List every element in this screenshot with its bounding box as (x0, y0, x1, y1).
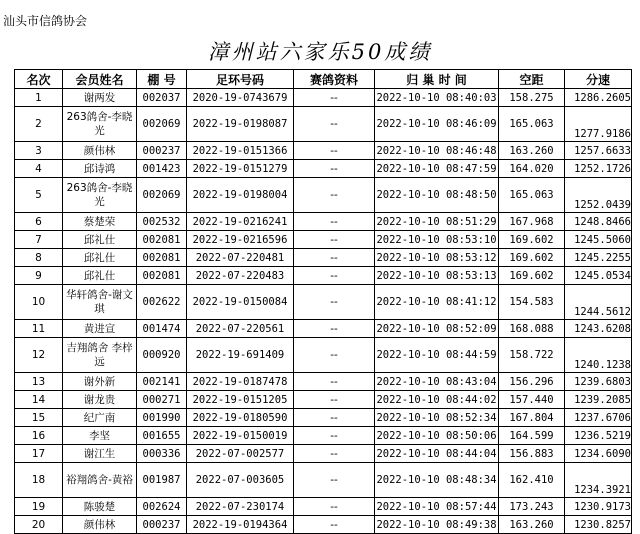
distance-cell: 168.088 (499, 320, 565, 338)
arrival-time-cell: 2022-10-10 08:49:38 (375, 516, 499, 534)
ring-number-cell: 2022-19-0150019 (187, 427, 294, 445)
speed-cell: 1245.0534 (565, 267, 632, 285)
pigeon-info-cell: -- (294, 320, 375, 338)
arrival-time-cell: 2022-10-10 08:52:34 (375, 409, 499, 427)
arrival-time-cell: 2022-10-10 08:48:34 (375, 463, 499, 498)
ring-number-cell: 2022-07-002577 (187, 445, 294, 463)
table-row (15, 213, 632, 231)
table-row (15, 285, 632, 320)
ring-number-cell: 2022-07-003605 (187, 463, 294, 498)
speed-cell: 1252.1726 (565, 160, 632, 178)
pigeon-info-cell: -- (294, 231, 375, 249)
member-name-cell: 谢外新 (63, 373, 137, 391)
rank-cell: 7 (15, 231, 63, 249)
pigeon-info-cell: -- (294, 267, 375, 285)
arrival-time-cell: 2022-10-10 08:50:06 (375, 427, 499, 445)
loft-number-cell: 002141 (137, 373, 187, 391)
rank-cell: 6 (15, 213, 63, 231)
col-header-ring-number: 足环号码 (187, 70, 294, 89)
rank-cell: 14 (15, 391, 63, 409)
distance-cell: 169.602 (499, 249, 565, 267)
rank-cell: 16 (15, 427, 63, 445)
loft-number-cell: 000920 (137, 338, 187, 373)
arrival-time-cell: 2022-10-10 08:46:09 (375, 107, 499, 142)
ring-number-cell: 2022-07-220481 (187, 249, 294, 267)
ring-number-cell: 2022-19-691409 (187, 338, 294, 373)
ring-number-cell: 2022-19-0180590 (187, 409, 294, 427)
pigeon-info-cell: -- (294, 213, 375, 231)
loft-number-cell: 000336 (137, 445, 187, 463)
loft-number-cell: 000271 (137, 391, 187, 409)
distance-cell: 167.968 (499, 213, 565, 231)
loft-number-cell: 000237 (137, 516, 187, 534)
speed-cell: 1257.6633 (565, 142, 632, 160)
speed-cell: 1245.5060 (565, 231, 632, 249)
col-header-pigeon-info: 赛鸽资料 (294, 70, 375, 89)
pigeon-info-cell: -- (294, 391, 375, 409)
rank-cell: 8 (15, 249, 63, 267)
arrival-time-cell: 2022-10-10 08:41:12 (375, 285, 499, 320)
speed-cell: 1245.2255 (565, 249, 632, 267)
pigeon-info-cell: -- (294, 516, 375, 534)
distance-cell: 173.243 (499, 498, 565, 516)
pigeon-info-cell: -- (294, 107, 375, 142)
arrival-time-cell: 2022-10-10 08:52:09 (375, 320, 499, 338)
table-row (15, 409, 632, 427)
org-name: 汕头市信鸽协会 (3, 14, 88, 28)
ring-number-cell: 2022-19-0151205 (187, 391, 294, 409)
pigeon-info-cell: -- (294, 285, 375, 320)
col-header-arrival-time: 归 巢 时 间 (375, 70, 499, 89)
distance-cell: 157.440 (499, 391, 565, 409)
distance-cell: 165.063 (499, 178, 565, 213)
distance-cell: 165.063 (499, 107, 565, 142)
table-row (15, 445, 632, 463)
speed-cell: 1234.6090 (565, 445, 632, 463)
pigeon-info-cell: -- (294, 160, 375, 178)
ring-number-cell: 2022-19-0216241 (187, 213, 294, 231)
member-name-cell: 裕翔鸽舍-黄裕 (63, 463, 137, 498)
table-row (15, 463, 632, 498)
loft-number-cell: 001423 (137, 160, 187, 178)
distance-cell: 163.260 (499, 142, 565, 160)
speed-cell: 1244.5612 (565, 285, 632, 320)
pigeon-info-cell: -- (294, 427, 375, 445)
arrival-time-cell: 2022-10-10 08:44:04 (375, 445, 499, 463)
ring-number-cell: 2022-19-0194364 (187, 516, 294, 534)
distance-cell: 164.599 (499, 427, 565, 445)
distance-cell: 163.260 (499, 516, 565, 534)
table-row (15, 142, 632, 160)
col-header-loft-number: 棚 号 (137, 70, 187, 89)
table-row (15, 427, 632, 445)
table-row (15, 249, 632, 267)
arrival-time-cell: 2022-10-10 08:51:29 (375, 213, 499, 231)
speed-cell: 1240.1238 (565, 338, 632, 373)
distance-cell: 162.410 (499, 463, 565, 498)
pigeon-info-cell: -- (294, 338, 375, 373)
ring-number-cell: 2022-07-220483 (187, 267, 294, 285)
member-name-cell: 邱礼仕 (63, 249, 137, 267)
ring-number-cell: 2022-07-230174 (187, 498, 294, 516)
pigeon-info-cell: -- (294, 89, 375, 107)
rank-cell: 9 (15, 267, 63, 285)
loft-number-cell: 002622 (137, 285, 187, 320)
pigeon-info-cell: -- (294, 498, 375, 516)
rank-cell: 15 (15, 409, 63, 427)
pigeon-info-cell: -- (294, 178, 375, 213)
arrival-time-cell: 2022-10-10 08:44:02 (375, 391, 499, 409)
member-name-cell: 黄进宣 (63, 320, 137, 338)
rank-cell: 18 (15, 463, 63, 498)
member-name-cell: 吉翔鸽舍 李梓远 (63, 338, 137, 373)
speed-cell: 1243.6208 (565, 320, 632, 338)
rank-cell: 1 (15, 89, 63, 107)
loft-number-cell: 001990 (137, 409, 187, 427)
loft-number-cell: 002532 (137, 213, 187, 231)
table-row (15, 391, 632, 409)
distance-cell: 169.602 (499, 267, 565, 285)
col-header-speed: 分速 (565, 70, 632, 89)
table-row (15, 160, 632, 178)
table-row (15, 89, 632, 107)
distance-cell: 169.602 (499, 231, 565, 249)
ring-number-cell: 2022-07-220561 (187, 320, 294, 338)
speed-cell: 1277.9186 (565, 107, 632, 142)
ring-number-cell: 2022-19-0198087 (187, 107, 294, 142)
table-row (15, 107, 632, 142)
table-row (15, 267, 632, 285)
rank-cell: 19 (15, 498, 63, 516)
member-name-cell: 邱礼仕 (63, 267, 137, 285)
member-name-cell: 谢两发 (63, 89, 137, 107)
speed-cell: 1237.6706 (565, 409, 632, 427)
pigeon-info-cell: -- (294, 463, 375, 498)
member-name-cell: 陈骏楚 (63, 498, 137, 516)
member-name-cell: 蔡楚荣 (63, 213, 137, 231)
loft-number-cell: 002081 (137, 267, 187, 285)
pigeon-info-cell: -- (294, 142, 375, 160)
rank-cell: 5 (15, 178, 63, 213)
member-name-cell: 263鸽舍-李晓光 (63, 178, 137, 213)
table-row (15, 498, 632, 516)
rank-cell: 13 (15, 373, 63, 391)
loft-number-cell: 000237 (137, 142, 187, 160)
table-row (15, 231, 632, 249)
arrival-time-cell: 2022-10-10 08:40:03 (375, 89, 499, 107)
ring-number-cell: 2022-19-0198004 (187, 178, 294, 213)
table-header-row (15, 70, 632, 89)
ring-number-cell: 2022-19-0151366 (187, 142, 294, 160)
table-row (15, 516, 632, 534)
arrival-time-cell: 2022-10-10 08:43:04 (375, 373, 499, 391)
member-name-cell: 263鸽舍-李晓光 (63, 107, 137, 142)
rank-cell: 2 (15, 107, 63, 142)
rank-cell: 11 (15, 320, 63, 338)
speed-cell: 1286.2605 (565, 89, 632, 107)
speed-cell: 1248.8466 (565, 213, 632, 231)
arrival-time-cell: 2022-10-10 08:48:50 (375, 178, 499, 213)
table-row (15, 178, 632, 213)
loft-number-cell: 001655 (137, 427, 187, 445)
rank-cell: 12 (15, 338, 63, 373)
member-name-cell: 颜伟林 (63, 142, 137, 160)
member-name-cell: 谢龙贵 (63, 391, 137, 409)
col-header-member-name: 会员姓名 (63, 70, 137, 89)
ring-number-cell: 2022-19-0150084 (187, 285, 294, 320)
pigeon-info-cell: -- (294, 373, 375, 391)
distance-cell: 164.020 (499, 160, 565, 178)
arrival-time-cell: 2022-10-10 08:57:44 (375, 498, 499, 516)
ring-number-cell: 2020-19-0743679 (187, 89, 294, 107)
ring-number-cell: 2022-19-0187478 (187, 373, 294, 391)
page-title: 漳州站六家乐50成绩 (207, 40, 433, 64)
arrival-time-cell: 2022-10-10 08:53:10 (375, 231, 499, 249)
speed-cell: 1230.8257 (565, 516, 632, 534)
pigeon-info-cell: -- (294, 249, 375, 267)
distance-cell: 156.883 (499, 445, 565, 463)
arrival-time-cell: 2022-10-10 08:46:48 (375, 142, 499, 160)
speed-cell: 1234.3921 (565, 463, 632, 498)
loft-number-cell: 002624 (137, 498, 187, 516)
member-name-cell: 邱礼仕 (63, 231, 137, 249)
member-name-cell: 华轩鸽舍-谢文琪 (63, 285, 137, 320)
pigeon-info-cell: -- (294, 445, 375, 463)
results-table (14, 69, 632, 534)
rank-cell: 10 (15, 285, 63, 320)
distance-cell: 167.804 (499, 409, 565, 427)
arrival-time-cell: 2022-10-10 08:44:59 (375, 338, 499, 373)
arrival-time-cell: 2022-10-10 08:53:12 (375, 249, 499, 267)
loft-number-cell: 001474 (137, 320, 187, 338)
rank-cell: 20 (15, 516, 63, 534)
speed-cell: 1236.5219 (565, 427, 632, 445)
member-name-cell: 纪广南 (63, 409, 137, 427)
loft-number-cell: 002069 (137, 178, 187, 213)
distance-cell: 156.296 (499, 373, 565, 391)
rank-cell: 3 (15, 142, 63, 160)
col-header-rank: 名次 (15, 70, 63, 89)
distance-cell: 158.722 (499, 338, 565, 373)
arrival-time-cell: 2022-10-10 08:47:59 (375, 160, 499, 178)
loft-number-cell: 002081 (137, 249, 187, 267)
loft-number-cell: 001987 (137, 463, 187, 498)
col-header-distance: 空距 (499, 70, 565, 89)
rank-cell: 17 (15, 445, 63, 463)
member-name-cell: 李坚 (63, 427, 137, 445)
rank-cell: 4 (15, 160, 63, 178)
table-row (15, 373, 632, 391)
member-name-cell: 颜伟林 (63, 516, 137, 534)
ring-number-cell: 2022-19-0151279 (187, 160, 294, 178)
distance-cell: 154.583 (499, 285, 565, 320)
distance-cell: 158.275 (499, 89, 565, 107)
speed-cell: 1230.9173 (565, 498, 632, 516)
loft-number-cell: 002069 (137, 107, 187, 142)
ring-number-cell: 2022-19-0216596 (187, 231, 294, 249)
member-name-cell: 邱诗鸿 (63, 160, 137, 178)
speed-cell: 1252.0439 (565, 178, 632, 213)
loft-number-cell: 002081 (137, 231, 187, 249)
table-row (15, 320, 632, 338)
member-name-cell: 谢江生 (63, 445, 137, 463)
arrival-time-cell: 2022-10-10 08:53:13 (375, 267, 499, 285)
pigeon-info-cell: -- (294, 409, 375, 427)
loft-number-cell: 002037 (137, 89, 187, 107)
speed-cell: 1239.2085 (565, 391, 632, 409)
speed-cell: 1239.6803 (565, 373, 632, 391)
table-row (15, 338, 632, 373)
